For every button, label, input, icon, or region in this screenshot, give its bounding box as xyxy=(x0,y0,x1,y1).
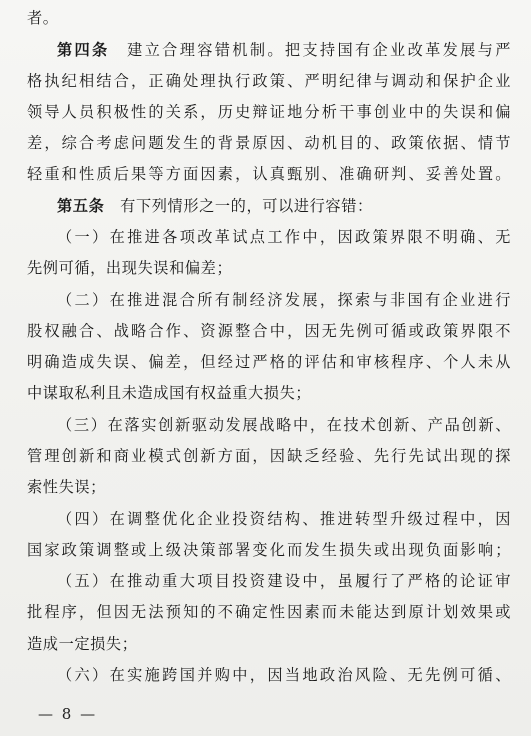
text-line xyxy=(27,446,511,466)
clause-4-line xyxy=(57,509,511,529)
text-line xyxy=(27,352,511,372)
line-text: 领导人员积极性的关系，历史辩证地分析干事创业中的失误和偏 xyxy=(27,103,511,121)
page-number: — 8 — xyxy=(38,705,98,723)
text-line xyxy=(27,383,511,403)
clause-3-line xyxy=(57,415,511,435)
clause-6-line xyxy=(57,665,511,685)
text-line xyxy=(27,477,511,497)
text-line xyxy=(27,258,511,278)
article-4-heading-line xyxy=(57,40,511,60)
line-text: 轻重和性质后果等方面因素，认真甄别、准确研判、妥善处置。 xyxy=(27,165,511,183)
line-text: 管理创新和商业模式创新方面，因缺乏经验、先行先试出现的探 xyxy=(27,447,511,465)
line-text: 中谋取私利且未造成国有权益重大损失； xyxy=(27,384,312,402)
text-line xyxy=(27,602,511,622)
line-text: 先例可循，出现失误和偏差； xyxy=(27,259,233,277)
text-line xyxy=(27,102,511,122)
line-text: 索性失误； xyxy=(27,478,106,496)
article-5-heading-line xyxy=(57,196,511,216)
line-text: （二）在推进混合所有制经济发展，探索与非国有企业进行 xyxy=(57,291,511,309)
line-text: （五）在推动重大项目投资建设中，虽履行了严格的论证审 xyxy=(57,572,511,590)
line-text: （六）在实施跨国并购中，因当地政治风险、无先例可循、 xyxy=(57,666,511,684)
clause-5-line xyxy=(57,571,511,591)
text-line xyxy=(27,8,511,28)
line-text: （一）在推进各项改革试点工作中，因政策界限不明确、无 xyxy=(57,228,511,246)
line-text: 格执纪相结合，正确处理执行政策、严明纪律与调动和保护企业 xyxy=(27,72,511,90)
clause-1-line xyxy=(57,227,511,247)
article-number: 第五条 xyxy=(57,197,105,215)
line-text: 有下列情形之一的，可以进行容错： xyxy=(120,197,373,215)
text-line xyxy=(27,133,511,153)
line-text: （四）在调整优化企业投资结构、推进转型升级过程中，因 xyxy=(57,510,511,528)
line-text: 国家政策调整或上级决策部署变化而发生损失或出现负面影响； xyxy=(27,541,511,559)
line-text: 股权融合、战略合作、资源整合中，因无先例可循或政策界限不 xyxy=(27,322,511,340)
clause-2-line xyxy=(57,290,511,310)
text-line xyxy=(27,634,511,654)
text-line xyxy=(27,164,511,184)
line-text: 明确造成失误、偏差，但经过严格的评估和审核程序、个人未从 xyxy=(27,353,511,371)
text-line xyxy=(27,540,511,560)
line-text: 批程序，但因无法预知的不确定性因素而未能达到原计划效果或 xyxy=(27,603,511,621)
article-number: 第四条 xyxy=(57,41,110,59)
text-line xyxy=(27,321,511,341)
line-text: 差，综合考虑问题发生的背景原因、动机目的、政策依据、情节 xyxy=(27,134,511,152)
line-text: 者。 xyxy=(27,9,59,27)
text-line xyxy=(27,71,511,91)
line-text: 建立合理容错机制。把支持国有企业改革发展与严 xyxy=(127,41,511,59)
line-text: 造成一定损失； xyxy=(27,635,138,653)
line-text: （三）在落实创新驱动发展战略中，在技术创新、产品创新、 xyxy=(57,416,511,434)
